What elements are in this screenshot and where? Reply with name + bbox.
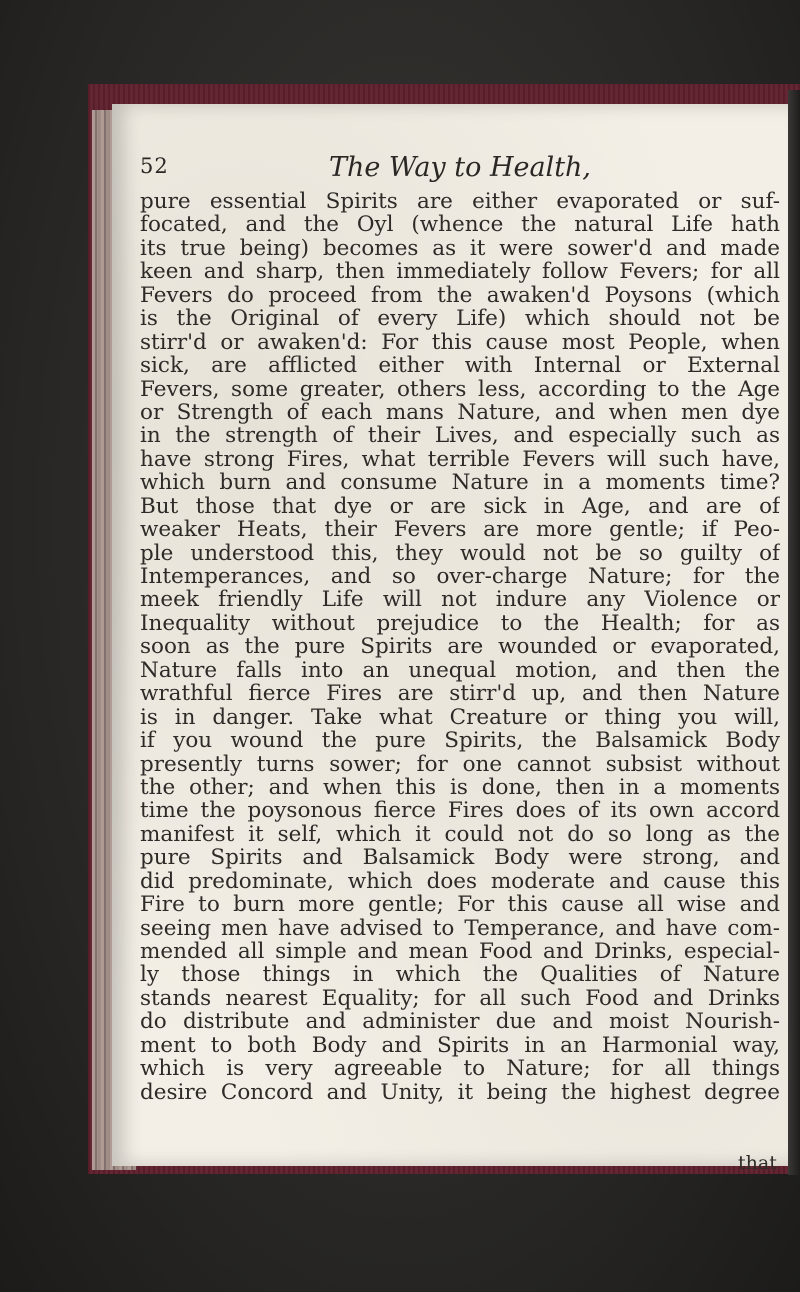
text-line: if you wound the pure Spirits, the Balsamick Body — [140, 729, 780, 753]
text-line: focated, and the Oyl (whence the natural Life hath — [140, 213, 780, 237]
text-line: Fevers, some greater, others less, according to the Age — [140, 377, 780, 401]
text-line: in the strength of their Lives, and especially such as — [140, 424, 780, 448]
text-line: ment to both Body and Spirits in an Harmonial way, — [140, 1033, 780, 1058]
text-line: time the poysonous fierce Fires does of its own accord — [140, 799, 780, 823]
text-line: the other; and when this is done, then in a moments — [140, 775, 780, 800]
text-line: is the Original of every Life) which should not be — [140, 307, 780, 331]
text-line: do distribute and administer due and moist Nourish- — [140, 1010, 780, 1034]
body-text — [140, 190, 780, 1104]
text-line: which is very agreeable to Nature; for all things — [140, 1057, 780, 1081]
text-line: But those that dye or are sick in Age, and are of — [140, 494, 780, 519]
text-line: meek friendly Life will not indure any Violence or — [140, 588, 780, 612]
page-header — [140, 152, 780, 186]
text-line: Intemperances, and so over-charge Nature; for the — [140, 565, 780, 589]
text-line: presently turns sower; for one cannot subsist without — [140, 752, 780, 776]
text-line: Inequality without prejudice to the Health; for as — [140, 611, 780, 636]
text-line: its true being) becomes as it were sower'd and made — [140, 236, 780, 261]
text-line: have strong Fires, what terrible Fevers will such have, — [140, 447, 780, 472]
text-line: soon as the pure Spirits are wounded or evaporated, — [140, 635, 780, 659]
text-line: wrathful fierce Fires are stirr'd up, and then Nature — [140, 682, 780, 706]
text-line: which burn and consume Nature in a moments time? — [140, 471, 780, 495]
text-line: is in danger. Take what Creature or thing you will, — [140, 705, 780, 730]
text-line: did predominate, which does moderate and cause this — [140, 869, 780, 894]
text-line: Fire to burn more gentle; For this cause all wise and — [140, 893, 780, 917]
text-line: ple understood this, they would not be so guilty of — [140, 541, 780, 565]
page-right-edge — [788, 90, 800, 1175]
text-line: weaker Heats, their Fevers are more gentle; if Peo- — [140, 518, 780, 542]
text-line: keen and sharp, then immediately follow Fevers; for all — [140, 260, 780, 284]
text-line: stands nearest Equality; for all such Food and Drinks — [140, 986, 780, 1011]
text-line: Nature falls into an unequal motion, and then the — [140, 658, 780, 683]
text-line: Fevers do proceed from the awaken'd Poysons (which — [140, 283, 780, 308]
text-line: pure Spirits and Balsamick Body were strong, and — [140, 846, 780, 870]
running-title: The Way to Health, — [328, 152, 592, 183]
text-line: pure essential Spirits are either evaporated or suf- — [140, 190, 780, 214]
text-line: desire Concord and Unity, it being the highest degree — [140, 1080, 780, 1105]
text-line: ly those things in which the Qualities of Nature — [140, 963, 780, 987]
text-line: stirr'd or awaken'd: For this cause most People, when — [140, 330, 780, 355]
text-line: sick, are afflicted either with Internal or External — [140, 354, 780, 378]
text-line: seeing men have advised to Temperance, and have com- — [140, 916, 780, 940]
catchword: that — [738, 1152, 777, 1174]
text-line: or Strength of each mans Nature, and when men dye — [140, 400, 780, 425]
text-line: mended all simple and mean Food and Drinks, especial- — [140, 940, 780, 964]
text-line: manifest it self, which it could not do so long as the — [140, 822, 780, 847]
page-number: 52 — [140, 154, 169, 178]
